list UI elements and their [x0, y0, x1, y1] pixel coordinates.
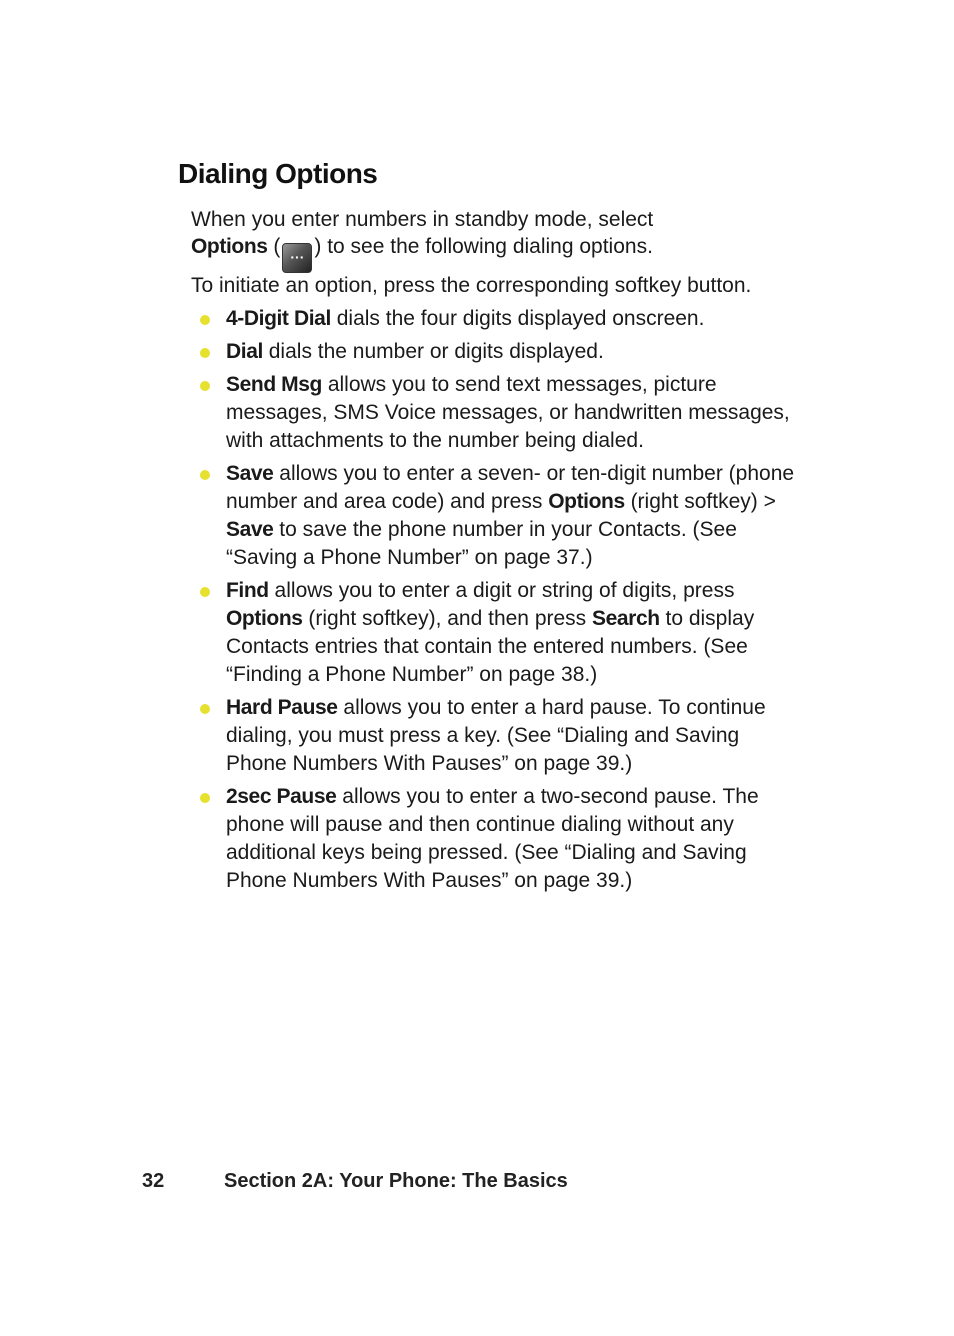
option-term: Save [226, 462, 274, 485]
page-footer [142, 1170, 568, 1193]
bullet-icon [200, 704, 210, 714]
option-text: allows you to enter a digit or string of digits, press [268, 579, 735, 602]
option-text: allows you to enter a seven- or ten-digit number (phone number and area code) and press [226, 462, 795, 513]
page-heading: Dialing Options [178, 158, 378, 189]
page-number: 32 [142, 1170, 165, 1192]
option-inline-term: Save [226, 518, 274, 541]
bullet-icon [200, 587, 210, 597]
list-item [196, 577, 796, 689]
section-title: Section 2A: Your Phone: The Basics [224, 1170, 568, 1192]
option-inline-term: Options [226, 607, 303, 630]
option-term: Hard Pause [226, 696, 338, 719]
intro-paragraph [191, 206, 791, 273]
list-item [196, 305, 796, 333]
option-text: to display Contacts entries that contain the entered numbers. (See “Finding a Phone Number” on page 38.) [226, 607, 755, 686]
option-term: Send Msg [226, 373, 322, 396]
bullet-icon [200, 470, 210, 480]
option-text: to save the phone number in your Contacts. (See “Saving a Phone Number” on page 37.) [226, 518, 737, 569]
options-softkey-icon: ··· [282, 243, 312, 273]
option-term: Find [226, 579, 269, 602]
option-term: 4-Digit Dial [226, 307, 331, 330]
list-item [196, 783, 796, 895]
options-label: Options [191, 235, 268, 258]
list-item [196, 338, 796, 366]
list-item [196, 371, 796, 455]
bullet-icon [200, 793, 210, 803]
option-text: (right softkey), and then press [302, 607, 592, 630]
option-text: dials the number or digits displayed. [262, 340, 604, 363]
open-paren: ( [273, 235, 281, 258]
intro-text-end: ) to see the following dialing options. [314, 235, 653, 258]
option-text: (right softkey) > [624, 490, 776, 513]
bullet-icon [200, 348, 210, 358]
option-term: 2sec Pause [226, 785, 337, 808]
option-text: allows you to enter a two-second pause. The phone will pause and then continue dialing without any additional keys being pressed. (See “Dialing and Saving Phone Numbers With Pauses” on page 39.) [226, 785, 759, 892]
option-text: dials the four digits displayed onscreen. [330, 307, 705, 330]
intro-text: When you enter numbers in standby mode, select [191, 208, 654, 231]
bullet-icon [200, 315, 210, 325]
list-item [196, 460, 796, 572]
instruction-paragraph: To initiate an option, press the corresponding softkey button. [191, 274, 752, 297]
option-inline-term: Search [592, 607, 660, 630]
dialing-options-list [196, 305, 796, 900]
option-term: Dial [226, 340, 263, 363]
bullet-icon [200, 381, 210, 391]
option-text: allows you to send text messages, picture messages, SMS Voice messages, or handwritten messages, with attachments to the number being dialed. [226, 373, 790, 452]
option-text: allows you to enter a hard pause. To continue dialing, you must press a key. (See “Dialing and Saving Phone Numbers With Pauses” on page 39.) [226, 696, 766, 775]
option-inline-term: Options [548, 490, 625, 513]
list-item [196, 694, 796, 778]
